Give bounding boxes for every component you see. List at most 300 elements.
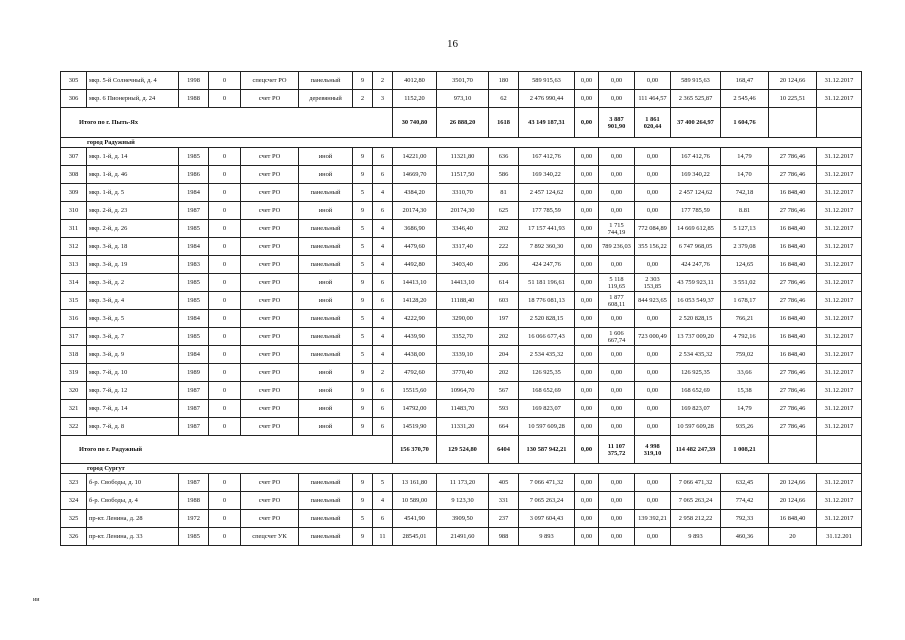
- table-cell: 2: [353, 90, 373, 108]
- total-cell: 6404: [489, 436, 519, 464]
- table-cell: 0: [209, 310, 241, 328]
- table-cell: 6: [373, 274, 393, 292]
- table-cell: 31.12.2017: [817, 166, 862, 184]
- table-cell: 0,00: [635, 492, 671, 510]
- table-cell: 0: [209, 510, 241, 528]
- table-cell: 33,66: [721, 364, 769, 382]
- table-cell: 323: [61, 474, 87, 492]
- empty-cell: [817, 108, 862, 138]
- table-cell: 774,42: [721, 492, 769, 510]
- total-cell: 1 861 020,44: [635, 108, 671, 138]
- table-row: [61, 148, 862, 166]
- table-cell: счет РО: [241, 184, 299, 202]
- table-cell: 9: [353, 364, 373, 382]
- table-cell: 14,79: [721, 148, 769, 166]
- table-row: [61, 492, 862, 510]
- table-cell: 0,00: [575, 310, 599, 328]
- table-cell: 0,00: [635, 310, 671, 328]
- total-cell: 0,00: [575, 436, 599, 464]
- table-cell: 0,00: [575, 400, 599, 418]
- table-cell: 14 669 612,85: [671, 220, 721, 238]
- table-cell: 625: [489, 202, 519, 220]
- table-cell: 589 915,63: [671, 72, 721, 90]
- table-cell: 2 457 124,62: [671, 184, 721, 202]
- table-cell: 9 893: [671, 528, 721, 546]
- table-cell: 4 792,16: [721, 328, 769, 346]
- table-cell: 0: [209, 238, 241, 256]
- address-cell: мкр. 3-й, д. 19: [87, 256, 179, 274]
- table-cell: 1988: [179, 90, 209, 108]
- table-cell: иной: [299, 400, 353, 418]
- total-cell: 1 604,76: [721, 108, 769, 138]
- table-cell: 314: [61, 274, 87, 292]
- table-cell: иной: [299, 166, 353, 184]
- table-cell: 11321,80: [437, 148, 489, 166]
- city-heading-row: [61, 464, 862, 474]
- table-cell: 4792,60: [393, 364, 437, 382]
- table-cell: 14669,70: [393, 166, 437, 184]
- table-cell: 460,36: [721, 528, 769, 546]
- table-cell: 0,00: [575, 382, 599, 400]
- city-heading: город Сургут: [61, 464, 862, 474]
- table-cell: 126 925,35: [519, 364, 575, 382]
- table-cell: 31.12.2017: [817, 202, 862, 220]
- table-cell: 27 786,46: [769, 400, 817, 418]
- table-cell: 2 303 153,85: [635, 274, 671, 292]
- table-cell: 27 786,46: [769, 166, 817, 184]
- address-cell: пр-кт. Ленина, д. 28: [87, 510, 179, 528]
- table-row: [61, 166, 862, 184]
- table-cell: 3403,40: [437, 256, 489, 274]
- housing-register-table: [60, 71, 862, 546]
- address-cell: мкр. 3-й, д. 5: [87, 310, 179, 328]
- table-cell: 169 823,07: [519, 400, 575, 418]
- table-cell: счет РО: [241, 400, 299, 418]
- table-row: [61, 364, 862, 382]
- table-cell: 31.12.2017: [817, 292, 862, 310]
- table-cell: 31.12.2017: [817, 510, 862, 528]
- table-cell: 10 225,51: [769, 90, 817, 108]
- table-cell: 20 124,66: [769, 72, 817, 90]
- table-cell: 319: [61, 364, 87, 382]
- table-cell: 20 124,66: [769, 492, 817, 510]
- table-cell: 355 156,22: [635, 238, 671, 256]
- total-cell: 30 740,80: [393, 108, 437, 138]
- total-cell: 129 524,80: [437, 436, 489, 464]
- table-cell: 1985: [179, 328, 209, 346]
- table-cell: 0: [209, 72, 241, 90]
- table-cell: 2 520 828,15: [519, 310, 575, 328]
- table-cell: 2 476 990,44: [519, 90, 575, 108]
- table-cell: деревянный: [299, 90, 353, 108]
- table-cell: счет РО: [241, 418, 299, 436]
- table-cell: счет РО: [241, 364, 299, 382]
- table-cell: 6 747 968,05: [671, 238, 721, 256]
- table-cell: 1987: [179, 382, 209, 400]
- table-cell: 0: [209, 418, 241, 436]
- table-cell: 14,79: [721, 400, 769, 418]
- table-cell: 3352,70: [437, 328, 489, 346]
- table-cell: 4: [373, 492, 393, 510]
- table-cell: 4: [373, 220, 393, 238]
- table-cell: 21491,60: [437, 528, 489, 546]
- table-cell: 1986: [179, 166, 209, 184]
- table-cell: 6: [373, 148, 393, 166]
- table-cell: 3501,70: [437, 72, 489, 90]
- table-cell: 664: [489, 418, 519, 436]
- table-cell: 7 066 471,32: [671, 474, 721, 492]
- table-cell: 2 365 525,87: [671, 90, 721, 108]
- table-cell: 13 737 009,20: [671, 328, 721, 346]
- table-cell: 5: [353, 256, 373, 274]
- table-cell: 5: [353, 328, 373, 346]
- table-cell: 31.12.2017: [817, 346, 862, 364]
- table-cell: 0: [209, 90, 241, 108]
- table-cell: 0: [209, 166, 241, 184]
- table-cell: 10 589,00: [393, 492, 437, 510]
- table-cell: 935,26: [721, 418, 769, 436]
- table-cell: 636: [489, 148, 519, 166]
- address-cell: мкр. 7-й, д. 12: [87, 382, 179, 400]
- address-cell: пр-кт. Ленина, д. 33: [87, 528, 179, 546]
- total-cell: 26 888,20: [437, 108, 489, 138]
- table-cell: 4479,60: [393, 238, 437, 256]
- table-cell: 3770,40: [437, 364, 489, 382]
- address-cell: мкр. 3-й, д. 2: [87, 274, 179, 292]
- table-row: [61, 90, 862, 108]
- table-cell: 9: [353, 528, 373, 546]
- table-cell: 11331,20: [437, 418, 489, 436]
- table-cell: 424 247,76: [519, 256, 575, 274]
- table-cell: 320: [61, 382, 87, 400]
- table-cell: 14221,00: [393, 148, 437, 166]
- table-cell: 31.12.2017: [817, 418, 862, 436]
- table-cell: 31.12.2017: [817, 400, 862, 418]
- total-cell: 43 149 187,31: [519, 108, 575, 138]
- table-cell: 177 785,59: [671, 202, 721, 220]
- table-cell: 14792,00: [393, 400, 437, 418]
- table-row: [61, 418, 862, 436]
- table-cell: 0,00: [599, 202, 635, 220]
- table-cell: счет РО: [241, 510, 299, 528]
- table-row: [61, 400, 862, 418]
- table-cell: 0,00: [599, 148, 635, 166]
- table-cell: 177 785,59: [519, 202, 575, 220]
- table-cell: 7 892 360,30: [519, 238, 575, 256]
- table-cell: 1987: [179, 202, 209, 220]
- table-cell: 6: [373, 400, 393, 418]
- table-cell: 0,00: [575, 238, 599, 256]
- table-cell: 589 915,63: [519, 72, 575, 90]
- table-cell: 167 412,76: [671, 148, 721, 166]
- table-row: [61, 72, 862, 90]
- table-cell: 0,00: [599, 364, 635, 382]
- table-cell: панельный: [299, 256, 353, 274]
- table-cell: панельный: [299, 474, 353, 492]
- table-cell: 111 464,57: [635, 90, 671, 108]
- table-cell: 222: [489, 238, 519, 256]
- table-cell: 331: [489, 492, 519, 510]
- table-cell: 1998: [179, 72, 209, 90]
- table-cell: иной: [299, 364, 353, 382]
- table-cell: 772 084,89: [635, 220, 671, 238]
- address-cell: мкр. 2-й, д. 23: [87, 202, 179, 220]
- table-cell: панельный: [299, 528, 353, 546]
- table-cell: 5: [353, 238, 373, 256]
- table-cell: 1984: [179, 238, 209, 256]
- table-cell: 4439,90: [393, 328, 437, 346]
- city-total-label: Итого по г. Радужный: [61, 436, 393, 464]
- table-cell: 1987: [179, 474, 209, 492]
- table-cell: 11517,50: [437, 166, 489, 184]
- table-cell: панельный: [299, 310, 353, 328]
- table-cell: 0,00: [575, 364, 599, 382]
- table-cell: 9 893: [519, 528, 575, 546]
- address-cell: мкр. 1-й, д. 5: [87, 184, 179, 202]
- table-cell: 28545,01: [393, 528, 437, 546]
- table-cell: 9: [353, 400, 373, 418]
- table-row: [61, 474, 862, 492]
- address-cell: мкр. 2-й, д. 26: [87, 220, 179, 238]
- table-cell: 31.12.2017: [817, 310, 862, 328]
- table-cell: 31.12.2017: [817, 238, 862, 256]
- table-cell: 723 000,49: [635, 328, 671, 346]
- table-row: [61, 220, 862, 238]
- table-cell: 0,00: [635, 346, 671, 364]
- table-cell: 0,00: [599, 400, 635, 418]
- table-cell: 0,00: [599, 90, 635, 108]
- table-cell: 3346,40: [437, 220, 489, 238]
- table-cell: 789 236,03: [599, 238, 635, 256]
- table-cell: 31.12.2017: [817, 184, 862, 202]
- table-cell: иной: [299, 148, 353, 166]
- table-cell: 206: [489, 256, 519, 274]
- table-cell: 0,00: [599, 528, 635, 546]
- table-cell: 2 534 435,32: [519, 346, 575, 364]
- table-cell: спецсчет УК: [241, 528, 299, 546]
- table-cell: 0,00: [635, 202, 671, 220]
- table-cell: 0,00: [599, 310, 635, 328]
- table-cell: 139 392,21: [635, 510, 671, 528]
- table-cell: 11: [373, 528, 393, 546]
- table-cell: счет РО: [241, 166, 299, 184]
- table-cell: 9: [353, 292, 373, 310]
- table-cell: 309: [61, 184, 87, 202]
- city-heading: город Радужный: [61, 138, 862, 148]
- table-cell: счет РО: [241, 90, 299, 108]
- total-cell: 4 998 319,10: [635, 436, 671, 464]
- table-cell: счет РО: [241, 474, 299, 492]
- table-cell: 315: [61, 292, 87, 310]
- table-cell: 324: [61, 492, 87, 510]
- table-cell: 5: [353, 310, 373, 328]
- table-cell: 11 173,20: [437, 474, 489, 492]
- table-cell: 1 606 667,74: [599, 328, 635, 346]
- table-cell: 9: [353, 148, 373, 166]
- table-cell: 27 786,46: [769, 382, 817, 400]
- total-cell: 3 887 901,90: [599, 108, 635, 138]
- table-cell: панельный: [299, 492, 353, 510]
- table-cell: 844 923,65: [635, 292, 671, 310]
- table-cell: 0,00: [635, 400, 671, 418]
- table-cell: 14413,10: [393, 274, 437, 292]
- table-cell: 2 457 124,62: [519, 184, 575, 202]
- table-cell: 168,47: [721, 72, 769, 90]
- table-cell: 0,00: [575, 220, 599, 238]
- table-cell: 0,00: [599, 72, 635, 90]
- table-cell: 14128,20: [393, 292, 437, 310]
- table-cell: 17 157 441,93: [519, 220, 575, 238]
- total-cell: 11 107 375,72: [599, 436, 635, 464]
- table-cell: 3310,70: [437, 184, 489, 202]
- table-cell: 43 759 923,11: [671, 274, 721, 292]
- city-total-row: [61, 436, 862, 464]
- table-cell: 5 118 119,65: [599, 274, 635, 292]
- table-cell: 169 340,22: [671, 166, 721, 184]
- table-cell: 27 786,46: [769, 274, 817, 292]
- table-cell: 27 786,46: [769, 292, 817, 310]
- table-row: [61, 310, 862, 328]
- table-cell: 0,00: [575, 202, 599, 220]
- table-cell: 1985: [179, 148, 209, 166]
- table-cell: 1985: [179, 292, 209, 310]
- table-cell: 0: [209, 400, 241, 418]
- table-cell: 3686,90: [393, 220, 437, 238]
- table-cell: 0: [209, 184, 241, 202]
- table-cell: 9: [353, 166, 373, 184]
- address-cell: мкр. 5-й Солнечный, д. 4: [87, 72, 179, 90]
- footer-mark: ии: [33, 597, 40, 603]
- address-cell: мкр. 1-й, д. 46: [87, 166, 179, 184]
- table-cell: 4384,20: [393, 184, 437, 202]
- table-cell: 0: [209, 492, 241, 510]
- table-body: [61, 72, 862, 546]
- table-cell: 16 848,40: [769, 220, 817, 238]
- table-cell: 169 340,22: [519, 166, 575, 184]
- table-cell: счет РО: [241, 256, 299, 274]
- table-cell: 1984: [179, 184, 209, 202]
- table-cell: 9 123,30: [437, 492, 489, 510]
- table-cell: 20174,30: [393, 202, 437, 220]
- table-cell: 3: [373, 90, 393, 108]
- table-cell: иной: [299, 418, 353, 436]
- table-cell: 0,00: [635, 528, 671, 546]
- table-cell: 988: [489, 528, 519, 546]
- table-cell: 0,00: [635, 382, 671, 400]
- table-cell: 6: [373, 510, 393, 528]
- table-cell: 318: [61, 346, 87, 364]
- table-cell: 317: [61, 328, 87, 346]
- table-cell: 586: [489, 166, 519, 184]
- table-cell: 0: [209, 292, 241, 310]
- table-cell: 51 181 196,61: [519, 274, 575, 292]
- address-cell: мкр. 7-й, д. 8: [87, 418, 179, 436]
- empty-cell: [769, 436, 817, 464]
- address-cell: мкр. 3-й, д. 4: [87, 292, 179, 310]
- table-cell: 0,00: [575, 72, 599, 90]
- table-cell: 0,00: [575, 418, 599, 436]
- table-cell: 0,00: [635, 72, 671, 90]
- table-cell: 0,00: [575, 166, 599, 184]
- city-heading-row: [61, 138, 862, 148]
- address-cell: мкр. 7-й, д. 10: [87, 364, 179, 382]
- table-cell: 16 848,40: [769, 310, 817, 328]
- table-cell: 31.12.201: [817, 528, 862, 546]
- table-cell: 4012,80: [393, 72, 437, 90]
- table-cell: 10964,70: [437, 382, 489, 400]
- address-cell: мкр. 3-й, д. 18: [87, 238, 179, 256]
- table-cell: 0,00: [635, 418, 671, 436]
- table-cell: 3317,40: [437, 238, 489, 256]
- table-cell: 31.12.2017: [817, 382, 862, 400]
- address-cell: б-р. Свободы, д. 4: [87, 492, 179, 510]
- table-cell: 9: [353, 72, 373, 90]
- empty-cell: [817, 436, 862, 464]
- table-cell: счет РО: [241, 346, 299, 364]
- table-cell: 614: [489, 274, 519, 292]
- table-cell: 0,00: [599, 474, 635, 492]
- table-cell: 20174,30: [437, 202, 489, 220]
- table-cell: 1984: [179, 346, 209, 364]
- table-cell: 237: [489, 510, 519, 528]
- table-cell: панельный: [299, 346, 353, 364]
- table-cell: 1985: [179, 220, 209, 238]
- address-cell: мкр. 1-й, д. 14: [87, 148, 179, 166]
- table-cell: 3290,00: [437, 310, 489, 328]
- table-cell: 9: [353, 382, 373, 400]
- address-cell: мкр. 3-й, д. 7: [87, 328, 179, 346]
- page-number: 16: [447, 38, 458, 50]
- table-cell: 9: [353, 418, 373, 436]
- table-cell: 313: [61, 256, 87, 274]
- table-cell: 307: [61, 148, 87, 166]
- table-cell: 31.12.2017: [817, 256, 862, 274]
- table-cell: 16 848,40: [769, 328, 817, 346]
- table-row: [61, 256, 862, 274]
- table-cell: 31.12.2017: [817, 364, 862, 382]
- table-cell: 9: [353, 274, 373, 292]
- table-row: [61, 292, 862, 310]
- address-cell: мкр. 6 Пионерный, д. 24: [87, 90, 179, 108]
- table-cell: 14519,90: [393, 418, 437, 436]
- table-cell: 0: [209, 256, 241, 274]
- table-cell: 31.12.2017: [817, 72, 862, 90]
- table-cell: 16 848,40: [769, 184, 817, 202]
- table-cell: счет РО: [241, 274, 299, 292]
- table-cell: 202: [489, 220, 519, 238]
- table-cell: 168 652,69: [519, 382, 575, 400]
- address-cell: мкр. 7-й, д. 14: [87, 400, 179, 418]
- table-cell: счет РО: [241, 292, 299, 310]
- table-cell: 1987: [179, 418, 209, 436]
- table-cell: 62: [489, 90, 519, 108]
- table-cell: 4541,90: [393, 510, 437, 528]
- table-cell: панельный: [299, 238, 353, 256]
- table-cell: 2 534 435,32: [671, 346, 721, 364]
- table-cell: 759,02: [721, 346, 769, 364]
- table-row: [61, 328, 862, 346]
- table-cell: 4438,00: [393, 346, 437, 364]
- table-cell: 31.12.2017: [817, 220, 862, 238]
- table-cell: 169 823,07: [671, 400, 721, 418]
- table-cell: 2: [373, 72, 393, 90]
- table-cell: 792,33: [721, 510, 769, 528]
- table-cell: 424 247,76: [671, 256, 721, 274]
- table-cell: 1987: [179, 400, 209, 418]
- table-cell: 0,00: [575, 510, 599, 528]
- table-cell: 5: [353, 220, 373, 238]
- table-cell: 7 065 263,24: [519, 492, 575, 510]
